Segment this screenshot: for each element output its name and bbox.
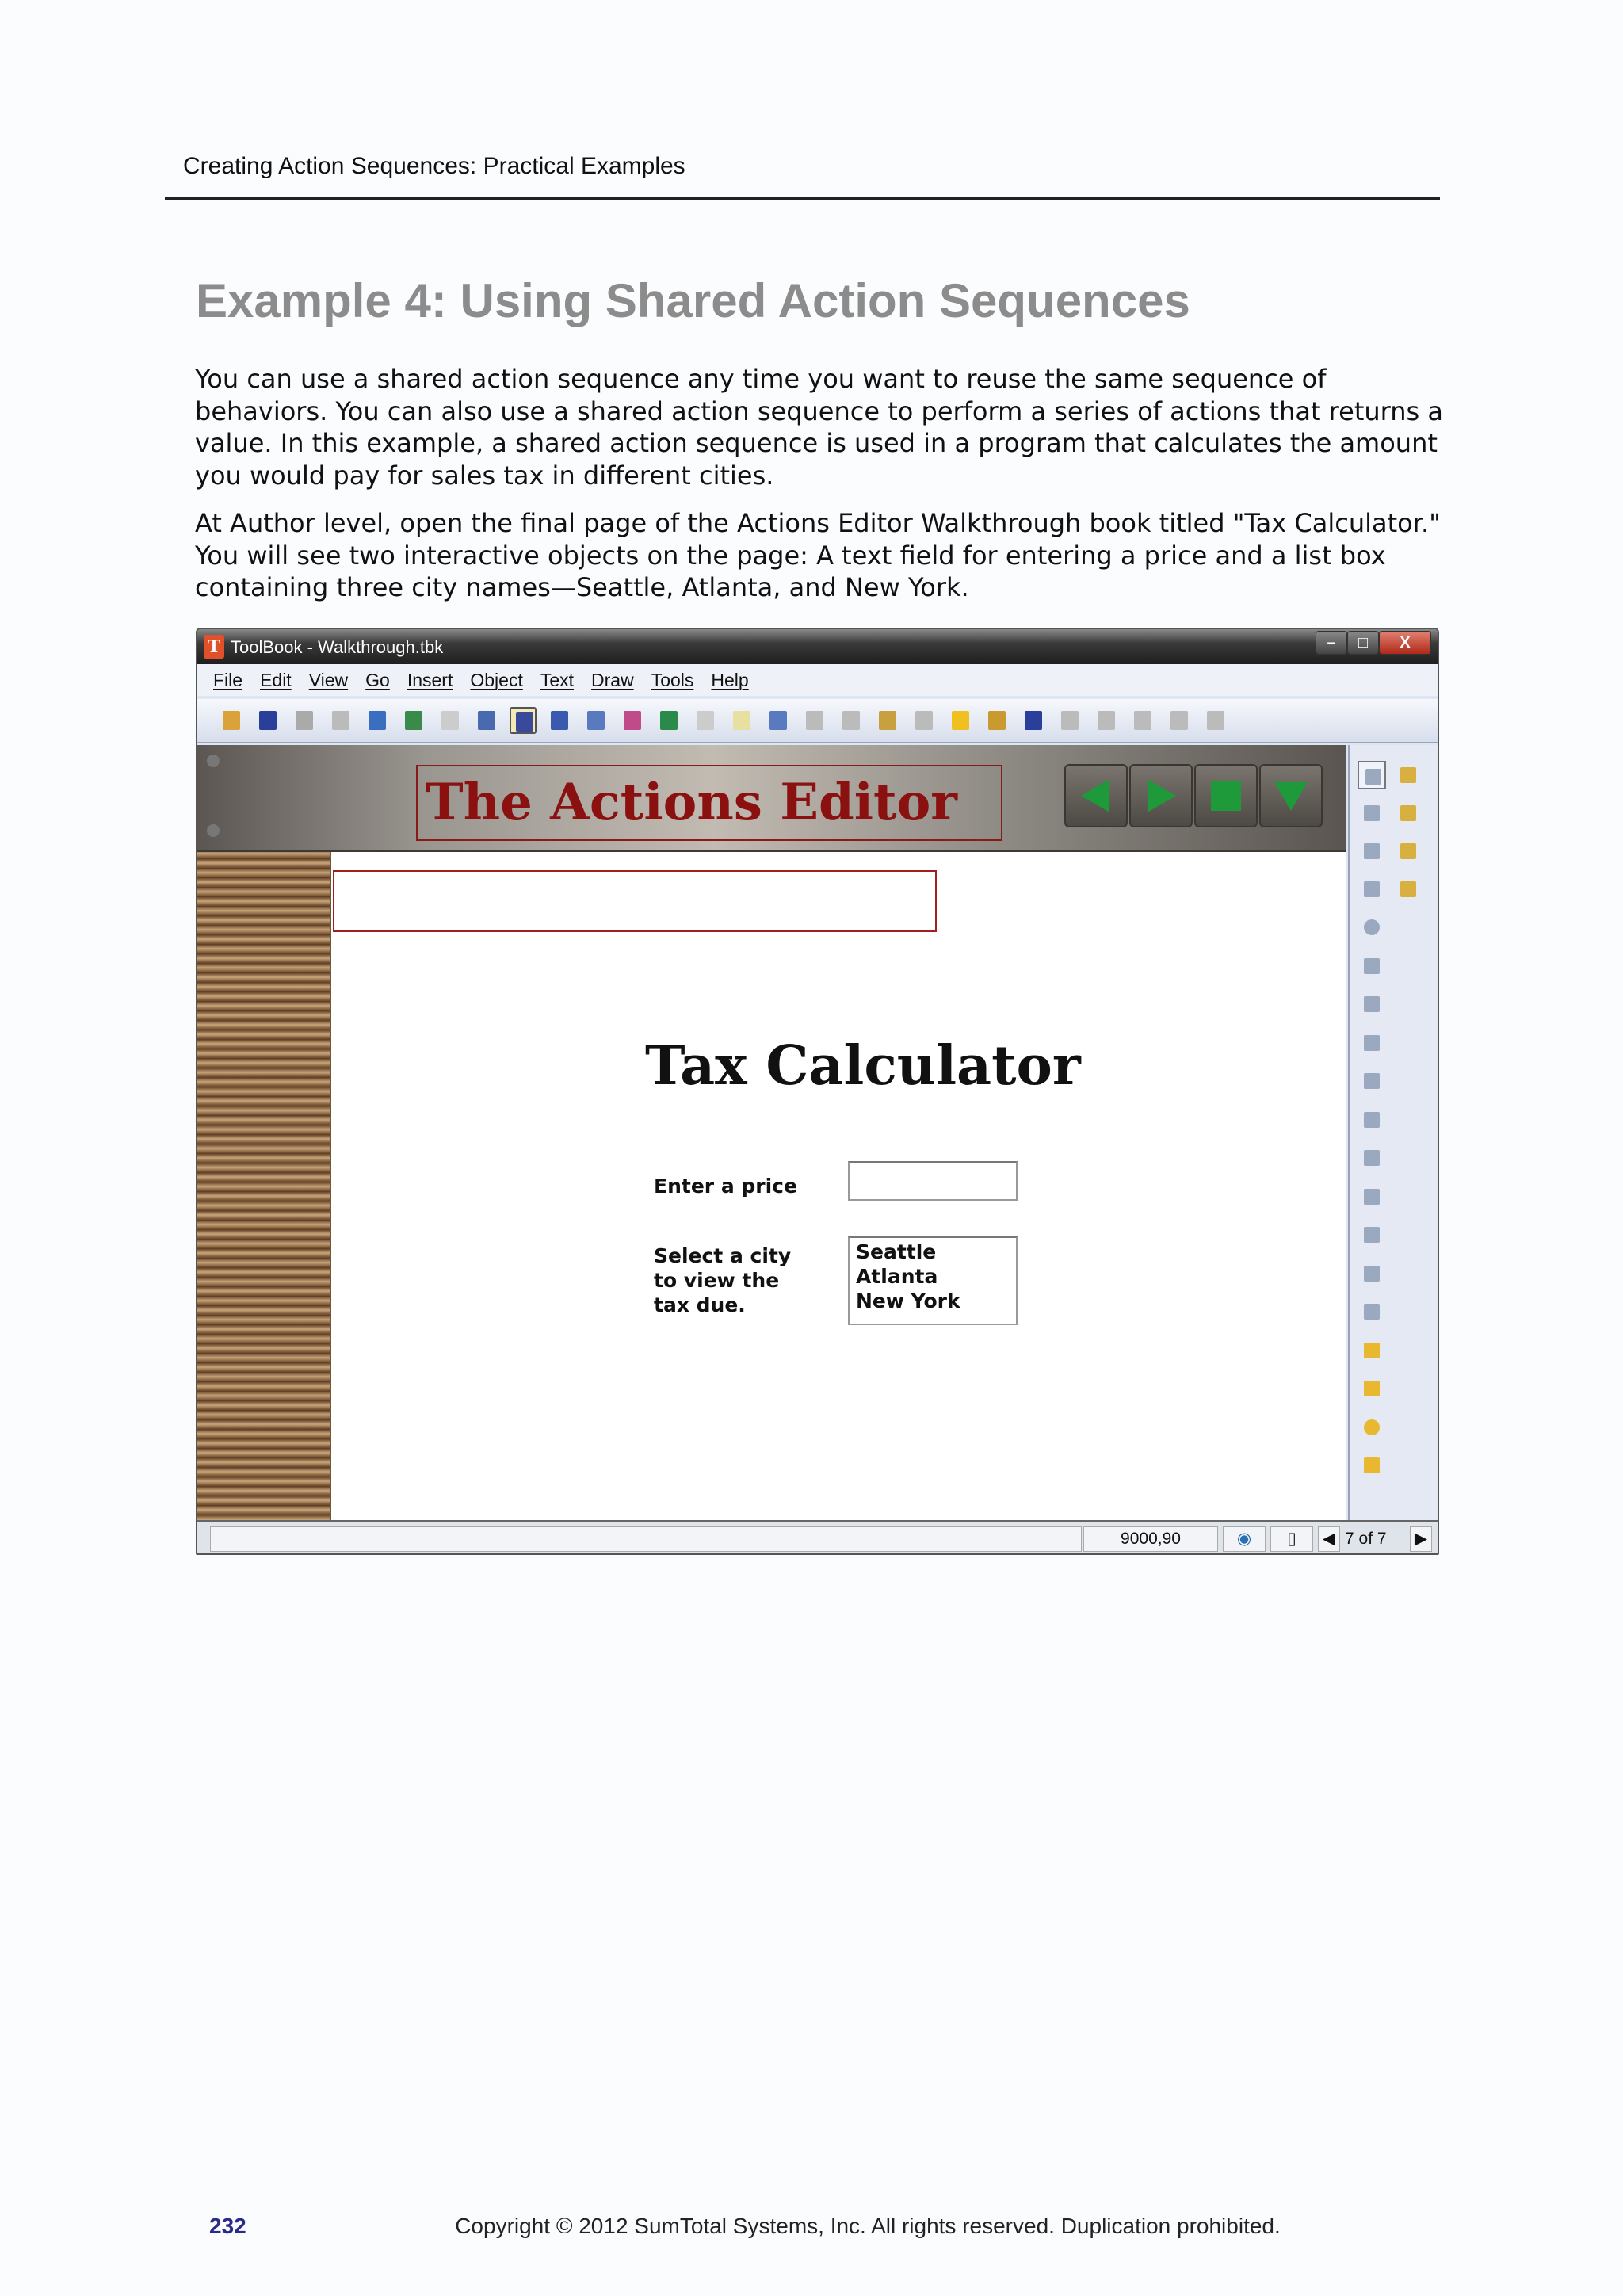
field-box-icon — [1364, 996, 1380, 1012]
actions-icon[interactable] — [947, 707, 974, 734]
send-back-icon[interactable] — [1129, 707, 1156, 734]
wave-icon[interactable] — [1358, 1297, 1386, 1326]
curve-icon — [1364, 1266, 1380, 1282]
page-indicator: 7 of 7 — [1345, 1530, 1387, 1548]
image-icon — [587, 711, 605, 730]
frame-icon — [1400, 843, 1416, 859]
arrow-left-icon — [1066, 766, 1126, 826]
coordinates-readout: 9000,90 — [1083, 1526, 1218, 1552]
shape-icon — [660, 711, 678, 730]
arc-icon[interactable] — [1358, 1221, 1386, 1249]
status-message — [210, 1526, 1082, 1552]
open-icon — [223, 711, 240, 730]
image-icon[interactable] — [1394, 875, 1423, 904]
group-icon — [842, 711, 860, 730]
running-header: Creating Action Sequences: Practical Examples — [183, 153, 685, 179]
section-heading: Example 4: Using Shared Action Sequences — [196, 274, 1190, 327]
diamond-icon[interactable] — [801, 707, 828, 734]
rounded-rect-icon — [1364, 1381, 1380, 1396]
menu-go[interactable]: Go — [365, 669, 390, 690]
field-icon[interactable] — [473, 707, 500, 734]
properties-icon — [879, 711, 896, 730]
menu-file[interactable]: File — [213, 669, 243, 690]
star-icon — [441, 711, 459, 730]
polygon-icon — [1364, 1457, 1380, 1473]
list-item[interactable]: Seattle — [856, 1240, 937, 1263]
new-page-icon[interactable] — [728, 707, 755, 734]
ellipse-icon — [1364, 1419, 1380, 1435]
checkbox-icon — [1364, 958, 1380, 974]
page-icon[interactable]: ▯ — [1270, 1526, 1313, 1552]
picture-icon[interactable] — [765, 707, 792, 734]
polygon-icon[interactable] — [1358, 1451, 1386, 1480]
group-icon[interactable] — [838, 707, 865, 734]
price-input[interactable] — [848, 1161, 1018, 1201]
rectangle-icon — [1364, 1343, 1380, 1358]
status-bar — [197, 1520, 1438, 1555]
ellipse-icon[interactable] — [1358, 1413, 1386, 1442]
eraser-icon[interactable] — [1394, 761, 1423, 789]
paragraph: You can use a shared action sequence any time you want to reuse the same sequence of behaviors. You can also use a shared action sequence to perform a series of actions that returns a value. In this example, a shared action sequence is used in a program that calculates the amount you would pay for sales tax in different cities. — [195, 364, 1443, 491]
book-icon[interactable] — [400, 707, 427, 734]
next-page-arrow-icon[interactable]: ▶ — [1410, 1526, 1432, 1552]
open-icon[interactable] — [218, 707, 245, 734]
zoom-icon[interactable] — [1358, 799, 1386, 827]
arrow-down-icon — [1261, 766, 1321, 826]
line-icon — [1364, 1189, 1380, 1205]
minimize-button[interactable]: – — [1316, 631, 1347, 655]
zoom-icon — [1364, 805, 1380, 821]
toolbook-window — [196, 628, 1439, 1555]
curve-icon[interactable] — [1358, 1259, 1386, 1288]
wave-icon — [1364, 1304, 1380, 1320]
radio-icon — [1364, 919, 1380, 935]
grid-icon[interactable] — [1358, 1144, 1386, 1172]
book-icon — [405, 711, 422, 730]
menu-insert[interactable]: Insert — [407, 669, 453, 690]
menu-down-button[interactable] — [1259, 764, 1323, 827]
window-title: ToolBook - Walkthrough.tbk — [231, 637, 444, 657]
bring-front-icon — [1098, 711, 1115, 730]
page-icon[interactable] — [692, 707, 719, 734]
list-icon — [551, 711, 568, 730]
text-a-icon[interactable] — [1020, 707, 1047, 734]
next-page-button[interactable] — [1129, 764, 1193, 827]
clipboard-icon — [915, 711, 933, 730]
bring-front-icon[interactable] — [1093, 707, 1120, 734]
close-button[interactable]: X — [1379, 631, 1431, 655]
rectangle-icon[interactable] — [1358, 1336, 1386, 1365]
triangle-icon[interactable] — [1394, 799, 1423, 827]
tool-palette — [1348, 745, 1438, 1520]
actions-icon — [952, 711, 969, 730]
align-icon — [1061, 711, 1079, 730]
menu-object[interactable]: Object — [470, 669, 523, 690]
save-icon[interactable] — [254, 707, 281, 734]
calculator-title: Tax Calculator — [645, 1034, 1081, 1098]
grid-icon — [1364, 1150, 1380, 1166]
undo-icon — [296, 711, 313, 730]
list-box-icon[interactable] — [1358, 1067, 1386, 1095]
menu-view[interactable]: View — [308, 669, 349, 690]
banner-title: The Actions Editor — [416, 765, 1002, 841]
button-icon[interactable] — [1358, 837, 1386, 865]
text-field-icon — [1364, 881, 1380, 897]
empty-text-field[interactable] — [333, 870, 937, 932]
arrow-right-icon — [1131, 766, 1191, 826]
arc-icon — [1364, 1227, 1380, 1243]
flip-icon — [1170, 711, 1188, 730]
triangle-icon — [1400, 805, 1416, 821]
clipboard-icon[interactable] — [911, 707, 938, 734]
prev-page-arrow-icon[interactable]: ◀ — [1318, 1526, 1340, 1552]
flip-icon[interactable] — [1166, 707, 1193, 734]
save-icon — [259, 711, 277, 730]
menu-draw[interactable]: Draw — [591, 669, 634, 690]
toolbar — [197, 699, 1438, 743]
author-mode-icon[interactable] — [510, 707, 537, 734]
rounded-rect-icon[interactable] — [1358, 1374, 1386, 1403]
list-item[interactable]: Atlanta — [856, 1265, 938, 1288]
image-icon[interactable] — [582, 707, 609, 734]
align-icon[interactable] — [1056, 707, 1083, 734]
toolbook-app-icon: T — [204, 635, 224, 659]
city-list-box[interactable] — [848, 1236, 1018, 1325]
radio-icon[interactable] — [1358, 913, 1386, 942]
pointer-icon[interactable] — [1358, 761, 1386, 789]
eraser-icon — [1400, 767, 1416, 783]
list-item[interactable]: New York — [856, 1289, 960, 1312]
paragraph: At Author level, open the final page of the Actions Editor Walkthrough book titled "Tax Calculator." You will see two interactive objects on the page: A text field for entering a price and a list box containing three city names—Seattle, Atlanta, and New York. — [195, 508, 1441, 602]
rotate-icon — [1207, 711, 1224, 730]
list-icon[interactable] — [546, 707, 573, 734]
combo-box-icon — [1364, 1112, 1380, 1128]
menu-edit[interactable]: Edit — [260, 669, 292, 690]
list-box-icon — [1364, 1073, 1380, 1089]
stop-square-icon — [1196, 766, 1256, 826]
checkbox-icon[interactable] — [1358, 952, 1386, 980]
header-rule — [165, 197, 1440, 200]
price-label: Enter a price — [654, 1175, 797, 1198]
palette-icon — [624, 711, 641, 730]
rivet-icon — [207, 755, 220, 767]
shape-icon[interactable] — [655, 707, 682, 734]
script-icon[interactable] — [983, 707, 1010, 734]
undo-icon[interactable] — [291, 707, 318, 734]
rotate-icon[interactable] — [1202, 707, 1229, 734]
book-page — [197, 745, 1346, 1520]
find-icon[interactable] — [364, 707, 391, 734]
globe-icon[interactable]: ◉ — [1223, 1526, 1266, 1552]
pointer-icon — [1365, 769, 1381, 785]
find-icon — [369, 711, 386, 730]
rivet-icon — [207, 824, 220, 837]
palette-icon[interactable] — [619, 707, 646, 734]
menu-text[interactable]: Text — [540, 669, 575, 690]
new-page-icon — [733, 711, 750, 730]
text-a-icon — [1025, 711, 1042, 730]
menu-bar — [197, 664, 1438, 696]
page-icon — [697, 711, 714, 730]
frame-icon[interactable] — [1394, 837, 1423, 865]
stack-icon — [1364, 1035, 1380, 1051]
previous-page-button[interactable] — [1064, 764, 1128, 827]
page-number: 232 — [209, 2214, 246, 2238]
star-icon[interactable] — [437, 707, 464, 734]
city-label: Select a city to view the tax due. — [654, 1244, 792, 1316]
script-icon — [988, 711, 1006, 730]
stop-button[interactable] — [1194, 764, 1258, 827]
copy-icon[interactable] — [327, 707, 354, 734]
diamond-icon — [806, 711, 823, 730]
page-banner — [197, 745, 1346, 852]
send-back-icon — [1134, 711, 1151, 730]
menu-tools[interactable]: Tools — [651, 669, 694, 690]
decorative-wood-strip — [197, 745, 331, 1520]
text-field-icon[interactable] — [1358, 875, 1386, 904]
author-mode-icon — [516, 712, 533, 732]
field-icon — [478, 711, 495, 730]
picture-icon — [769, 711, 787, 730]
copyright-notice: Copyright © 2012 SumTotal Systems, Inc. All rights reserved. Duplication prohibited. — [455, 2214, 1281, 2238]
properties-icon[interactable] — [874, 707, 901, 734]
combo-box-icon[interactable] — [1358, 1106, 1386, 1134]
line-icon[interactable] — [1358, 1182, 1386, 1211]
copy-icon — [332, 711, 349, 730]
stack-icon[interactable] — [1358, 1029, 1386, 1057]
menu-help[interactable]: Help — [711, 669, 749, 690]
field-box-icon[interactable] — [1358, 990, 1386, 1018]
title-bar[interactable] — [197, 629, 1438, 664]
button-icon — [1364, 843, 1380, 859]
image-icon — [1400, 881, 1416, 897]
maximize-button[interactable]: □ — [1347, 631, 1379, 655]
